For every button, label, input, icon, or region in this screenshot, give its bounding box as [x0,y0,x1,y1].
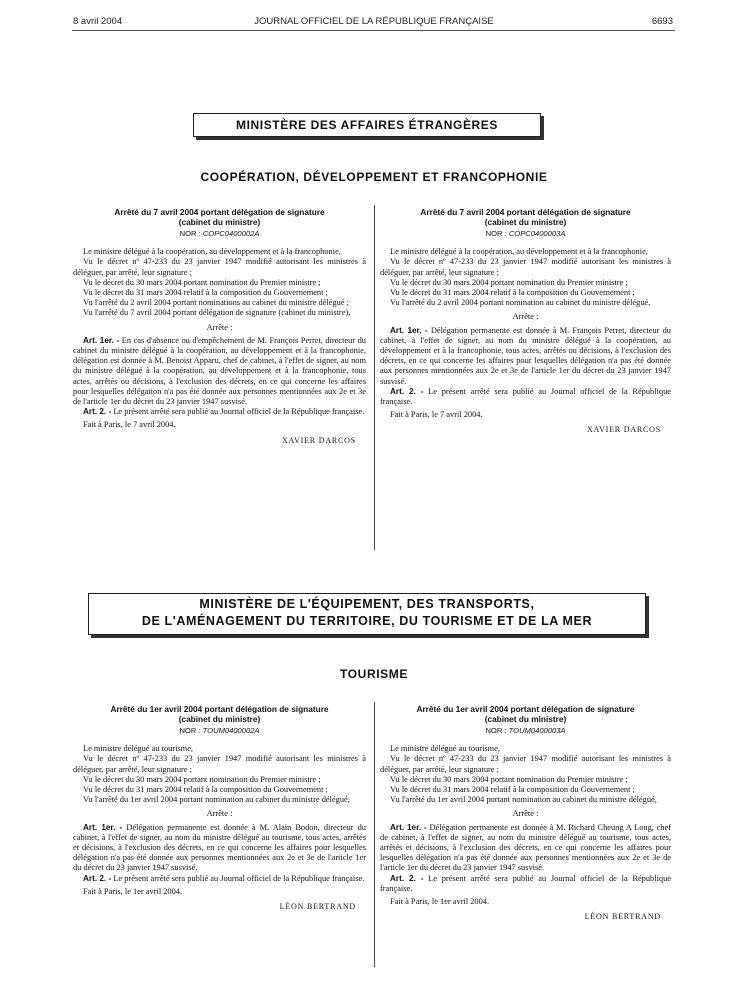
signature: LÉON BERTRAND [279,902,356,912]
paragraph: Vu le décret du 31 mars 2004 relatif à la composition du Gouvernement ; [390,785,635,795]
header-rule [72,30,675,31]
section-title: TOURISME [340,667,408,681]
paragraph: Vu l'arrêté du 1er avril 2004 portant nomination au cabinet du ministre délégué, [390,795,657,805]
paragraph: Vu le décret du 31 mars 2004 relatif à la composition du Gouvernement ; [83,288,328,298]
paragraph: Le ministre délégué au tourisme, [390,744,501,754]
article-label: Art. 1er. - [83,335,120,345]
column-divider [374,702,375,967]
nor-code: COPC0400003A [508,229,566,238]
decree-title: Arrêté du 1er avril 2004 portant délégation de signature [416,704,635,714]
decree-title: Arrêté du 7 avril 2004 portant délégation de signature [420,207,631,217]
article-text: Délégation permanente est donnée à M. François Perret, directeur du cabinet, à l'effet de signer, au nom du ministre délégué à la coopération, au développement et à la francophonie, tous actes, arrêtés ou décisions, à l'exclusion des décrets, en ce qui concerne les affaires pour lesquelles délégation n'a pas été donnée aux personnes mentionnées aux 2e et 3e de l'article 1er du décret du 23 janvier 1947 susvisé. [380,325,671,386]
nor-label: NOR : [485,229,509,238]
signature: XAVIER DARCOS [281,435,356,445]
ministry-title-line1: MINISTÈRE DE L'ÉQUIPEMENT, DES TRANSPORTS, [199,597,535,611]
paragraph: Vu le décret nº 47-233 du 23 janvier 1947 modifié autorisant les ministres à déléguer, par arrêté, leur signature ; [380,257,671,277]
nor-code: TOUM0400002A [202,726,260,735]
decree-right [380,208,671,436]
section-title: COOPÉRATION, DÉVELOPPEMENT ET FRANCOPHONIE [200,170,548,184]
article-text: Délégation permanente est donnée à M. Alain Bodon, directeur du cabinet, à l'effet de signer, au nom du ministre délégué au tourisme, tous actes, arrêtés et décisions, à l'exclusion des décrets, en ce qui concerne les affaires pour lesquelles délégation n'a pas été donnée aux personnes mentionnées aux 2e et 3e de l'article 1er du décret du 23 janvier 1947 susvisé. [73,822,366,873]
nor-code: COPC0400002A [202,229,260,238]
paragraph: Vu le décret nº 47-233 du 23 janvier 1947 modifié autorisant les ministres à déléguer, par arrêté, leur signature ; [380,754,671,774]
decree-subtitle: (cabinet du ministre) [178,713,261,724]
decree-subtitle: (cabinet du ministre) [484,713,567,724]
ministry-title: MINISTÈRE DES AFFAIRES ÉTRANGÈRES [235,118,499,132]
article-1 [380,326,671,387]
paragraph: Vu le décret du 31 mars 2004 relatif à la composition du Gouvernement ; [390,288,635,298]
article-2 [73,407,366,417]
paragraph: Vu le décret nº 47-233 du 23 janvier 1947 modifié autorisant les ministres à déléguer, par arrêté, leur signature ; [73,754,366,774]
article-label: Art. 2. - [83,407,112,417]
paragraph: Vu le décret du 30 mars 2004 portant nomination du Premier ministre ; [83,277,321,287]
signed-place-date: Fait à Paris, le 1er avril 2004. [83,886,183,896]
article-2 [73,874,366,884]
arrete-heading: Arrête : [512,312,539,322]
article-text: Le présent arrêté sera publié au Journal officiel de la République française. [380,386,671,407]
decree-right [380,705,671,922]
nor-reference [380,229,671,239]
paragraph: Vu le décret du 30 mars 2004 portant nomination du Premier ministre ; [390,774,628,784]
decree-left [73,208,366,446]
nor-reference [380,726,671,736]
article-2 [380,387,671,407]
ministry-title-box [88,593,646,635]
paragraph: Le ministre délégué à la coopération, au développement et à la francophonie, [390,247,648,257]
signed-place-date: Fait à Paris, le 1er avril 2004. [390,897,490,907]
decree-title: Arrêté du 1er avril 2004 portant délégation de signature [110,704,329,714]
article-text: Délégation permanente est donnée à M. Richard Cheung A Long, chef de cabinet, à l'effet de signer, au nom du ministre délégué au tourisme, tous actes, arrêtés et décisions, à l'exclusion des décrets, en ce qui concerne les affaires pour lesquelles délégation n'a pas été donnée aux personnes mentionnées aux 2e et 3e de l'article 1er du décret du 23 janvier 1947 susvisé. [380,822,671,873]
signature: LÉON BERTRAND [584,912,661,922]
article-1 [73,823,366,874]
paragraph: Vu l'arrêté du 2 avril 2004 portant nomination au cabinet du ministre délégué, [390,298,651,308]
paragraph: Le ministre délégué au tourisme, [83,744,194,754]
nor-label: NOR : [179,229,203,238]
article-label: Art. 1er. - [390,822,427,832]
signed-place-date: Fait à Paris, le 7 avril 2004. [83,420,176,430]
article-label: Art. 2. - [83,873,112,883]
article-label: Art. 2. - [390,873,424,883]
column-divider [374,205,375,550]
paragraph: Vu le décret du 30 mars 2004 portant nomination du Premier ministre ; [83,774,321,784]
nor-label: NOR : [485,726,509,735]
issue-date: 8 avril 2004 [73,16,123,27]
decree-left [73,705,366,912]
paragraph: Vu l'arrêté du 1er avril 2004 portant nomination au cabinet du ministre délégué, [83,795,350,805]
article-label: Art. 1er. - [83,822,123,832]
article-1 [380,823,671,874]
decree-subtitle: (cabinet du ministre) [178,216,261,227]
signature: XAVIER DARCOS [586,425,661,435]
nor-code: TOUM0400003A [508,726,566,735]
nor-label: NOR : [179,726,203,735]
paragraph: Vu l'arrêté du 7 avril 2004 portant délégation de signature (cabinet du ministre), [83,308,351,318]
article-text: Le présent arrêté sera publié au Journal officiel de la République française. [111,873,365,883]
article-text: Le présent arrêté sera publié au Journal officiel de la République française. [111,407,365,417]
page-number: 6693 [651,16,673,27]
article-2 [380,874,671,894]
nor-reference [73,229,366,239]
paragraph: Vu l'arrêté du 2 avril 2004 portant nominations au cabinet du ministre délégué ; [83,298,349,308]
paragraph: Vu le décret du 30 mars 2004 portant nomination du Premier ministre ; [390,277,628,287]
journal-title: JOURNAL OFFICIEL DE LA RÉPUBLIQUE FRANÇAISE [254,16,494,27]
ministry-title-line2: DE L'AMÉNAGEMENT DU TERRITOIRE, DU TOURISME ET DE LA MER [141,614,593,628]
paragraph: Vu le décret nº 47-233 du 23 janvier 1947 modifié autorisant les ministres à déléguer, par arrêté, leur signature ; [73,257,366,277]
article-1 [73,336,366,407]
decree-title: Arrêté du 7 avril 2004 portant délégation de signature [114,207,325,217]
nor-reference [73,726,366,736]
arrete-heading: Arrête : [206,322,233,332]
arrete-heading: Arrête : [206,809,233,819]
signed-place-date: Fait à Paris, le 7 avril 2004. [390,410,483,420]
paragraph: Vu le décret du 31 mars 2004 relatif à la composition du Gouvernement ; [83,785,328,795]
article-label: Art. 1er. - [390,325,428,335]
ministry-title-box [193,113,541,137]
article-text: Le présent arrêté sera publié au Journal officiel de la République française. [380,873,671,893]
article-label: Art. 2. - [390,386,424,396]
decree-subtitle: (cabinet du ministre) [484,216,567,227]
paragraph: Le ministre délégué à la coopération, au développement et à la francophonie, [83,247,341,257]
arrete-heading: Arrête : [512,809,539,819]
article-text: En cas d'absence ou d'empêchement de M. François Perret, directeur du cabinet du ministre délégué à la coopération, au développement et à la francophonie, délégation est donnée à M. Benoist Apparu, chef de cabinet, à l'effet de signer, au nom du ministre délégué à la coopération, au développement et à la francophonie, tous actes, arrêtés ou décisions, à l'exclusion des décrets, en ce qui concerne les affaires pour lesquelles délégation n'a pas été donnée aux personnes mentionnées aux 2e et 3e de l'article 1er du décret du 23 janvier 1947 susvisé. [73,335,366,407]
